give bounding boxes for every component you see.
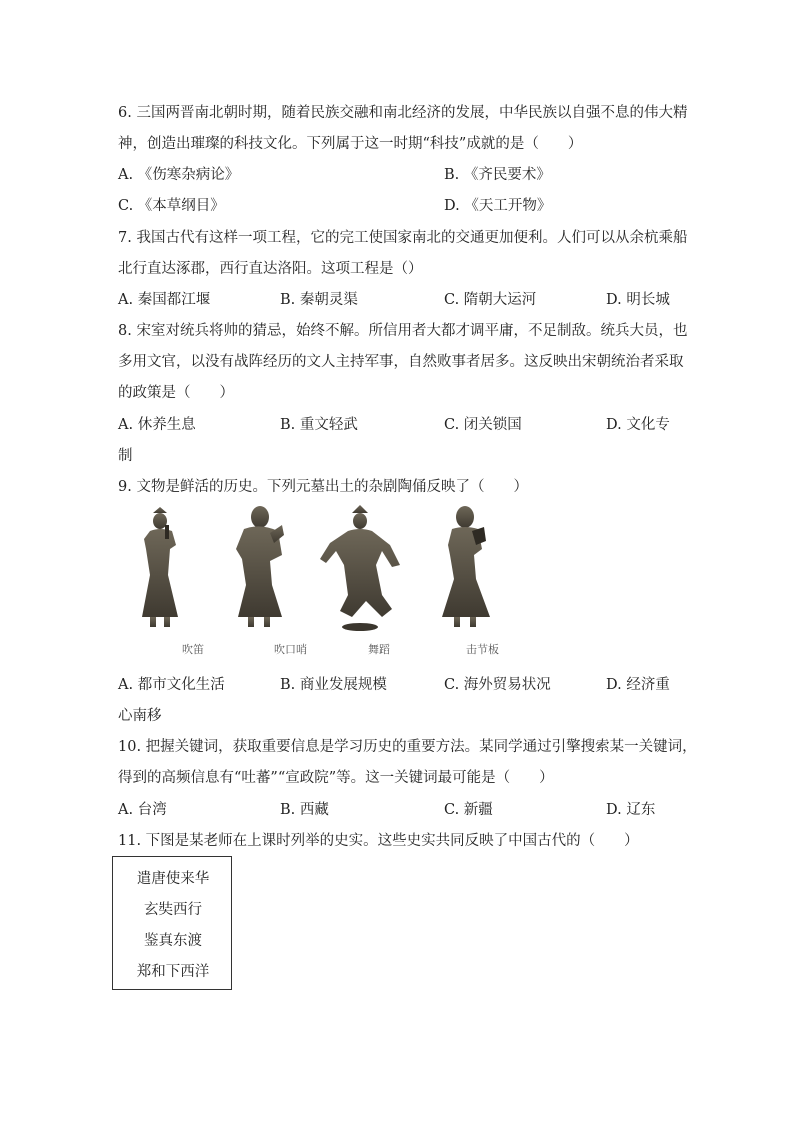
q6-option-c: C. 《本草纲目》 <box>118 198 225 214</box>
q9-option-d: D. 经济重 <box>606 677 670 693</box>
q9-option-c: C. 海外贸易状况 <box>444 677 551 693</box>
q10-option-c: C. 新疆 <box>444 802 493 818</box>
q8-stem-line3: 的政策是（ ） <box>118 385 234 401</box>
q8-option-d: D. 文化专 <box>606 417 670 433</box>
caption-whistle: 吹口哨 <box>274 643 307 656</box>
q8-option-a: A. 休养生息 <box>118 417 196 433</box>
figurine-clapper-player <box>442 506 490 627</box>
q10-option-b: B. 西藏 <box>280 802 329 818</box>
caption-flute: 吹笛 <box>182 643 204 656</box>
q8-option-wrap: 制 <box>118 448 133 464</box>
caption-clapper: 击节板 <box>466 643 499 656</box>
q6-option-b: B. 《齐民要术》 <box>444 167 551 183</box>
q9-option-wrap: 心南移 <box>118 708 162 724</box>
caption-dance: 舞蹈 <box>368 643 390 656</box>
q7-option-c: C. 隋朝大运河 <box>444 292 537 308</box>
q9-stem-line1: 9. 文物是鲜活的历史。下列元墓出土的杂剧陶俑反映了（ ） <box>118 479 528 495</box>
q11-stem-line1: 11. 下图是某老师在上课时列举的史实。这些史实共同反映了中国古代的（ ） <box>118 833 639 849</box>
q6-option-d: D. 《天工开物》 <box>444 198 552 214</box>
q10-option-a: A. 台湾 <box>118 802 167 818</box>
fact-item: 遣唐使来华 <box>136 871 210 887</box>
pottery-figurines-figure <box>120 505 520 665</box>
q7-option-a: A. 秦国都江堰 <box>118 292 211 308</box>
q7-stem-line2: 北行直达涿郡，西行直达洛阳。这项工程是（） <box>118 261 423 277</box>
q9-option-a: A. 都市文化生活 <box>118 677 225 693</box>
q6-stem-line1: 6. 三国两晋南北朝时期，随着民族交融和南北经济的发展，中华民族以自强不息的伟大精 <box>118 105 688 121</box>
q7-stem-line1: 7. 我国古代有这样一项工程，它的完工使国家南北的交通更加便利。人们可以从余杭乘船 <box>118 230 688 246</box>
q10-option-d: D. 辽东 <box>606 802 656 818</box>
q8-option-c: C. 闭关锁国 <box>444 417 522 433</box>
q8-option-b: B. 重文轻武 <box>280 417 358 433</box>
q7-option-b: B. 秦朝灵渠 <box>280 292 358 308</box>
figurine-flute-player <box>142 507 178 627</box>
q8-stem-line2: 多用文官，以没有战阵经历的文人主持军事，自然败事者居多。这反映出宋朝统治者采取 <box>118 354 684 370</box>
q10-stem-line2: 得到的高频信息有“吐蕃”“宣政院”等。这一关键词最可能是（ ） <box>118 770 554 786</box>
q8-stem-line1: 8. 宋室对统兵将帅的猜忌，始终不解。所信用者大都才调平庸，不足制敌。统兵大员，也 <box>118 323 688 339</box>
q7-option-d: D. 明长城 <box>606 292 670 308</box>
q10-stem-line1: 10. 把握关键词，获取重要信息是学习历史的重要方法。某同学通过引擎搜索某一关键词， <box>118 739 697 755</box>
figurines-illustration <box>120 505 520 640</box>
facts-box <box>112 856 232 990</box>
q6-stem-line2: 神，创造出璀璨的科技文化。下列属于这一时期“科技”成就的是（ ） <box>118 136 583 152</box>
fact-item: 郑和下西洋 <box>136 964 210 980</box>
figurine-whistler <box>236 506 284 627</box>
q6-option-a: A. 《伤寒杂病论》 <box>118 167 240 183</box>
figurine-dancer <box>320 505 400 631</box>
q9-option-b: B. 商业发展规模 <box>280 677 387 693</box>
fact-item: 鉴真东渡 <box>144 933 202 949</box>
fact-item: 玄奘西行 <box>144 902 202 918</box>
